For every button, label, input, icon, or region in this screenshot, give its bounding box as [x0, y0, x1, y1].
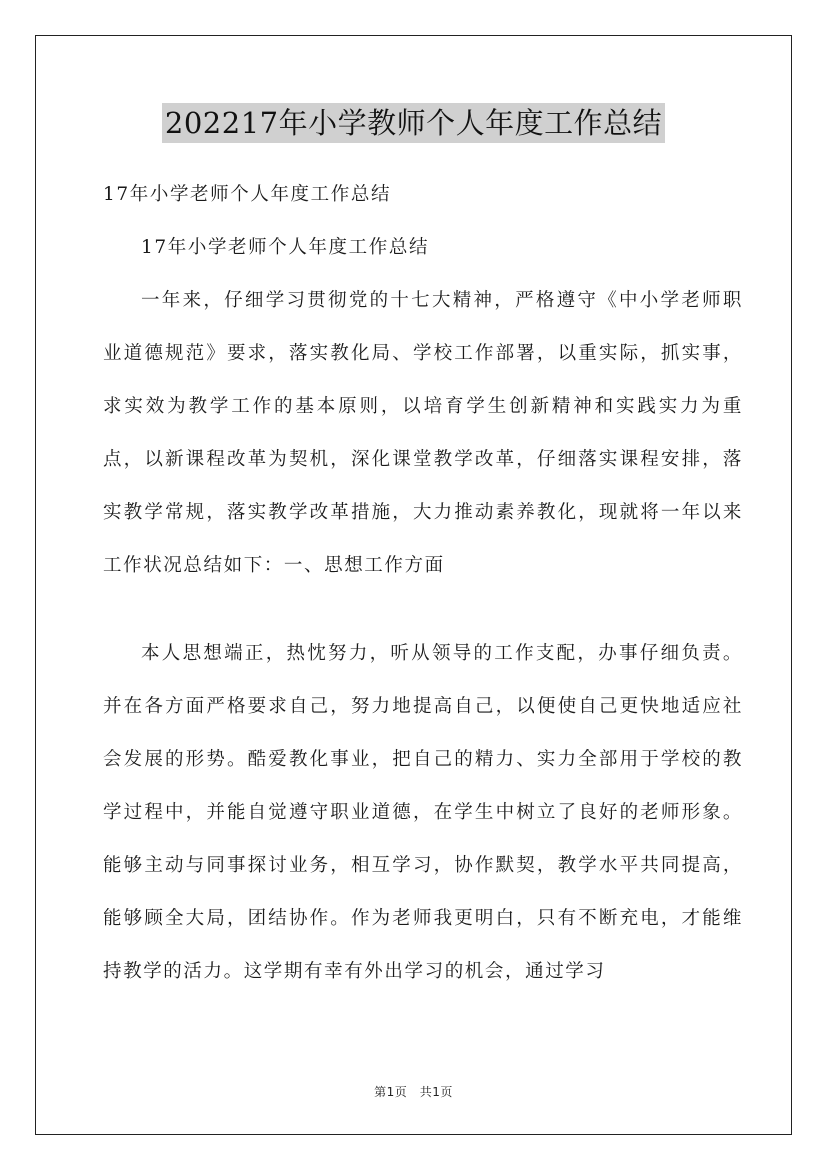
- document-title-text: 202217年小学教师个人年度工作总结: [162, 103, 665, 143]
- document-subtitle: 17年小学老师个人年度工作总结: [103, 184, 392, 205]
- document-title: [0, 103, 827, 143]
- section-heading: 17年小学老师个人年度工作总结: [141, 237, 430, 258]
- page-number: 第1页 共1页: [374, 1085, 453, 1099]
- paragraph-thoughts: 本人思想端正，热忱努力，听从领导的工作支配，办事仔细负责。并在各方面严格要求自己，努力地提高自己，以便使自己更快地适应社会发展的形势。酷爱教化事业，把自己的精力、实力全部用于学校的教学过程中，并能自觉遵守职业道德，在学生中树立了良好的老师形象。能够主动与同事探讨业务，相互学习，协作默契，教学水平共同提高，能够顾全大局，团结协作。作为老师我更明白，只有不断充电，才能维持教学的活力。这学期有幸有外出学习的机会，通过学习: [103, 643, 743, 982]
- paragraph-intro: 一年来，仔细学习贯彻党的十七大精神，严格遵守《中小学老师职业道德规范》要求，落实教化局、学校工作部署，以重实际，抓实事，求实效为教学工作的基本原则，以培育学生创新精神和实践实力为重点，以新课程改革为契机，深化课堂教学改革，仔细落实课程安排，落实教学常规，落实教学改革措施，大力推动素养教化，现就将一年以来工作状况总结如下：一、思想工作方面: [103, 290, 743, 576]
